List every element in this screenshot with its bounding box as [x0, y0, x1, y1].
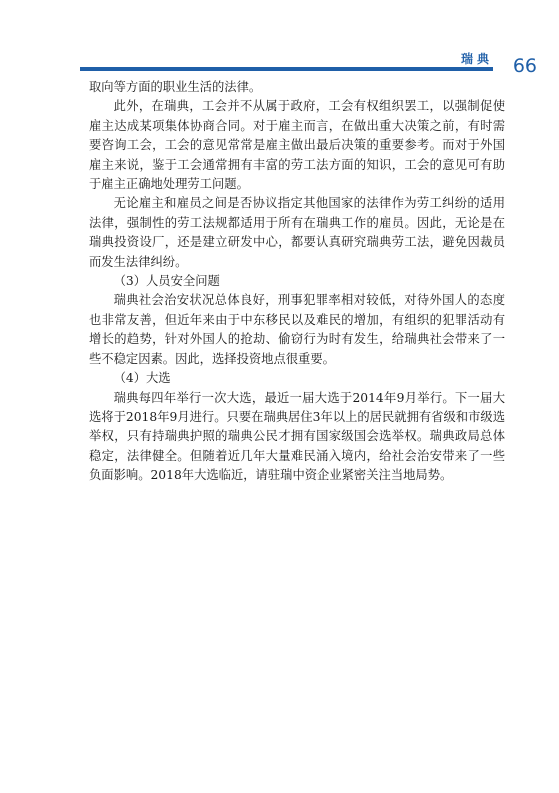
- header-rule: [80, 67, 493, 71]
- paragraph-elections: 瑞典每四年举行一次大选，最近一届大选于2014年9月举行。下一届大选将于2018年9月进行。只要在瑞典居住3年以上的居民就拥有省级和市级选举权，只有持瑞典护照的瑞典公民才拥有国家级国会选举权。瑞典政局总体稳定，法律健全。但随着近几年大量难民涌入境内，给社会治安带来了一些负面影响。2018年大选临近，请驻瑞中资企业紧密关注当地局势。: [89, 390, 505, 483]
- continued-paragraph: 取向等方面的职业生活的法律。: [89, 80, 262, 94]
- page-number: 66: [512, 55, 537, 77]
- paragraph-labor-law: 无论雇主和雇员之间是否协议指定其他国家的法律作为劳工纠纷的适用法律，强制性的劳工法规都适用于所有在瑞典工作的雇员。因此，无论是在瑞典投资设厂，还是建立研发中心，都要认真研究瑞典劳工法，避免因裁员而发生法律纠纷。: [89, 196, 505, 269]
- paragraph-personal-safety: 瑞典社会治安状况总体良好，刑事犯罪率相对较低，对待外国人的态度也非常友善，但近年来由于中东移民以及难民的增加，有组织的犯罪活动有增长的趋势，针对外国人的抢劫、偷窃行为时有发生，给瑞典社会带来了一些不稳定因素。因此，选择投资地点很重要。: [89, 293, 505, 366]
- paragraph-unions: 此外，在瑞典，工会并不从属于政府，工会有权组织罢工，以强制促使雇主达成某项集体协商合同。对于雇主而言，在做出重大决策之前，有时需要咨询工会，工会的意见常常是雇主做出最后决策的重要参考。而对于外国雇主来说，鉴于工会通常拥有丰富的劳工法方面的知识，工会的意见可有助于雇主正确地处理劳工问题。: [89, 99, 505, 192]
- section-heading-elections: （4）大选: [113, 371, 171, 386]
- page-header: [0, 0, 559, 80]
- section-heading-personal-safety: （3）人员安全问题: [113, 274, 220, 289]
- running-header-country: 瑞典: [460, 52, 493, 66]
- page-body: [89, 78, 505, 486]
